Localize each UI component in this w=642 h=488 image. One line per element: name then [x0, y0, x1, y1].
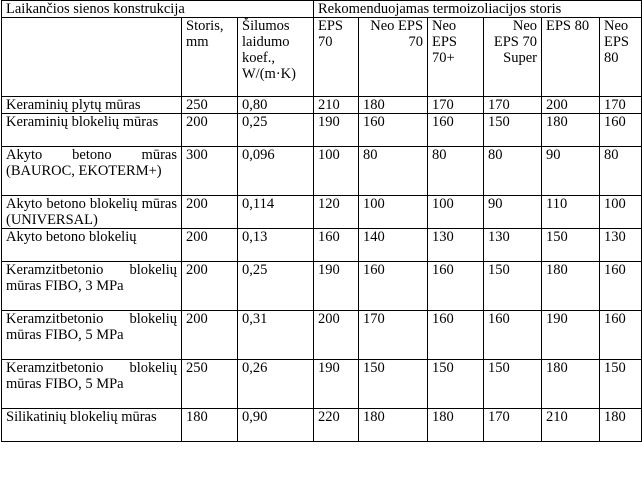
- table-cell: 190: [314, 114, 359, 147]
- row-construction-name: Keraminių plytų mūras: [2, 97, 182, 114]
- table-cell: 170: [600, 97, 642, 114]
- table-cell: 0,80: [238, 97, 314, 114]
- table-row: [2, 114, 642, 147]
- table-cell: 100: [428, 196, 484, 229]
- table-cell: 210: [542, 409, 600, 442]
- row-construction-name: Keramzitbetonio blokelių mūras FIBO, 5 MPa: [2, 311, 182, 360]
- table-cell: 150: [428, 360, 484, 409]
- header-neo-eps-80: Neo EPS 80: [600, 18, 642, 97]
- table-cell: 150: [600, 360, 642, 409]
- table-cell: 150: [542, 229, 600, 262]
- table-cell: 160: [600, 262, 642, 311]
- header-eps-70: EPS 70: [314, 18, 359, 97]
- table-cell: 180: [359, 97, 428, 114]
- table-cell: 90: [484, 196, 542, 229]
- table-cell: 0,25: [238, 262, 314, 311]
- table-cell: 130: [428, 229, 484, 262]
- table-row: [2, 360, 642, 409]
- table-cell: 0,096: [238, 147, 314, 196]
- table-cell: 210: [314, 97, 359, 114]
- table-cell: 180: [542, 360, 600, 409]
- table-cell: 200: [182, 196, 238, 229]
- table-cell: 160: [428, 114, 484, 147]
- header-empty-cell: [2, 18, 182, 97]
- table-cell: 190: [542, 311, 600, 360]
- table-cell: 200: [542, 97, 600, 114]
- table-cell: 140: [359, 229, 428, 262]
- table-row: [2, 97, 642, 114]
- table-cell: 100: [600, 196, 642, 229]
- table-cell: 80: [484, 147, 542, 196]
- table-cell: 200: [182, 262, 238, 311]
- table-row: [2, 409, 642, 442]
- table-cell: 160: [428, 311, 484, 360]
- table-cell: 0,13: [238, 229, 314, 262]
- table-cell: 80: [359, 147, 428, 196]
- table-cell: 300: [182, 147, 238, 196]
- table-cell: 160: [359, 114, 428, 147]
- table-cell: 200: [182, 114, 238, 147]
- table-cell: 180: [542, 262, 600, 311]
- table-cell: 160: [484, 311, 542, 360]
- table-cell: 150: [484, 262, 542, 311]
- table-cell: 150: [484, 360, 542, 409]
- table-cell: 0,114: [238, 196, 314, 229]
- header-conductivity: Šilumos laidumo koef., W/(m·K): [238, 18, 314, 97]
- row-construction-name: Keramzitbetonio blokelių mūras FIBO, 5 MPa: [2, 360, 182, 409]
- table-cell: 180: [182, 409, 238, 442]
- table-row: [2, 196, 642, 229]
- row-construction-name: Silikatinių blokelių mūras: [2, 409, 182, 442]
- header-neo-eps-70: Neo EPS 70: [359, 18, 428, 97]
- table-row: [2, 262, 642, 311]
- header-wall-construction: Laikančios sienos konstrukcija: [2, 1, 314, 18]
- table-cell: 190: [314, 262, 359, 311]
- header-group-row: [2, 1, 642, 18]
- table-cell: 160: [359, 262, 428, 311]
- row-construction-name: Keraminių blokelių mūras: [2, 114, 182, 147]
- table-cell: 200: [182, 229, 238, 262]
- table-cell: 220: [314, 409, 359, 442]
- row-construction-name: Keramzitbetonio blokelių mūras FIBO, 3 MPa: [2, 262, 182, 311]
- table-cell: 160: [314, 229, 359, 262]
- table-cell: 130: [484, 229, 542, 262]
- table-cell: 170: [484, 97, 542, 114]
- table-cell: 250: [182, 360, 238, 409]
- table-cell: 0,31: [238, 311, 314, 360]
- table-cell: 100: [359, 196, 428, 229]
- row-construction-name: Akyto betono mūras (BAUROC, EKOTERM+): [2, 147, 182, 196]
- header-recommended-thickness: Rekomenduojamas termoizoliacijos storis: [314, 1, 642, 18]
- table-cell: 150: [484, 114, 542, 147]
- table-cell: 90: [542, 147, 600, 196]
- table-cell: 160: [600, 311, 642, 360]
- header-thickness: Storis, mm: [182, 18, 238, 97]
- table-cell: 160: [600, 114, 642, 147]
- table-cell: 100: [314, 147, 359, 196]
- table-cell: 150: [359, 360, 428, 409]
- header-columns-row: [2, 18, 642, 97]
- table-cell: 180: [359, 409, 428, 442]
- table-cell: 110: [542, 196, 600, 229]
- table-row: [2, 311, 642, 360]
- table-cell: 180: [428, 409, 484, 442]
- table-body: [2, 1, 642, 442]
- table-cell: 80: [600, 147, 642, 196]
- table-cell: 200: [314, 311, 359, 360]
- table-cell: 170: [428, 97, 484, 114]
- table-cell: 200: [182, 311, 238, 360]
- table-cell: 190: [314, 360, 359, 409]
- table-cell: 180: [542, 114, 600, 147]
- row-construction-name: Akyto betono blokelių mūras (UNIVERSAL): [2, 196, 182, 229]
- table-cell: 160: [428, 262, 484, 311]
- table-cell: 130: [600, 229, 642, 262]
- table-cell: 120: [314, 196, 359, 229]
- table-cell: 170: [484, 409, 542, 442]
- table-row: [2, 147, 642, 196]
- table-cell: 180: [600, 409, 642, 442]
- table-cell: 250: [182, 97, 238, 114]
- table-cell: 0,26: [238, 360, 314, 409]
- table-row: [2, 229, 642, 262]
- header-eps-80: EPS 80: [542, 18, 600, 97]
- table-cell: 0,25: [238, 114, 314, 147]
- table-cell: 170: [359, 311, 428, 360]
- insulation-thickness-table: [1, 0, 642, 442]
- table-cell: 80: [428, 147, 484, 196]
- header-neo-eps-70-plus: Neo EPS 70+: [428, 18, 484, 97]
- table-cell: 0,90: [238, 409, 314, 442]
- row-construction-name: Akyto betono blokelių: [2, 229, 182, 262]
- header-neo-eps-70-super: Neo EPS 70 Super: [484, 18, 542, 97]
